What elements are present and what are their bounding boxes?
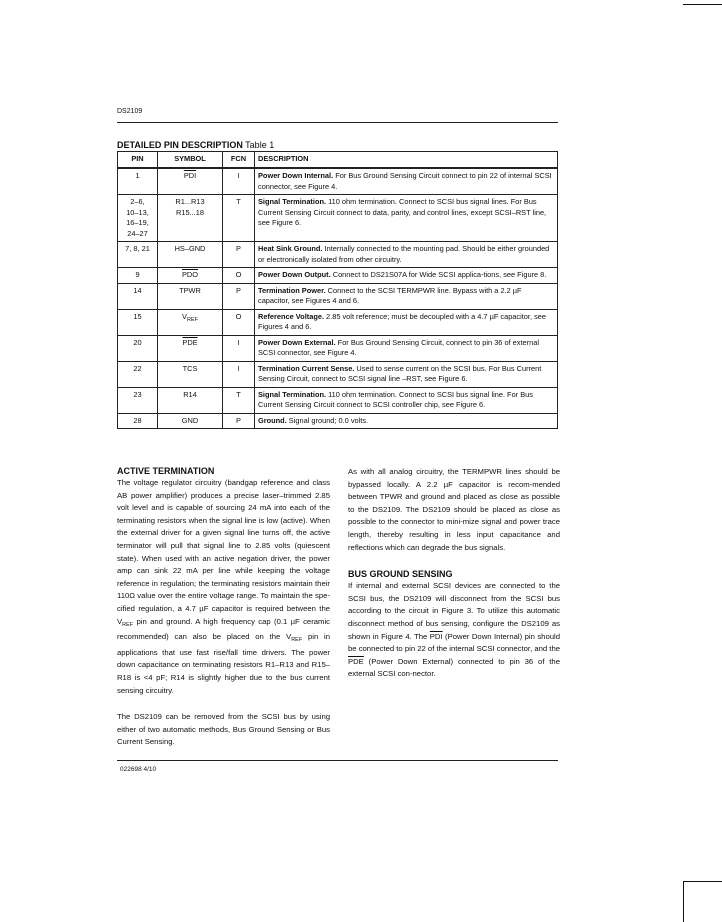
description-cell (255, 387, 558, 413)
col-header-fcn: FCN (223, 152, 255, 169)
bus-ground-sensing-paragraph (348, 580, 560, 681)
fcn-cell: O (223, 268, 255, 284)
description-bold: Power Down Internal. (258, 171, 334, 180)
pin-description-table (117, 151, 558, 429)
symbol-cell: GND (158, 413, 223, 429)
symbol-subscript: REF (186, 316, 198, 323)
description-bold: Reference Voltage. (258, 311, 324, 321)
fcn-cell: P (223, 413, 255, 429)
fcn-cell: I (223, 168, 255, 195)
section-heading-bus-ground-sensing: BUS GROUND SENSING (348, 569, 453, 580)
pin-cell: 20 (118, 335, 158, 361)
pdi-overline: $\overline{PDI}$ (429, 631, 443, 641)
table-row (118, 168, 558, 195)
description-cell (255, 283, 558, 309)
fcn-cell: I (223, 335, 255, 361)
table-title-bold: DETAILED PIN DESCRIPTION (117, 140, 243, 150)
table-row (118, 195, 558, 242)
symbol-cell: $\overline{PDI}$ (183, 171, 197, 180)
symbol-main: V (182, 311, 187, 321)
text-run: pin in applications that use fast rise/fall time drivers. The power down capacitance on terminating resistors R1–R13 and R15–R18 is <4 pF; R14 is slightly higher due to the bus current sensing circuitry. (117, 632, 330, 695)
pin-cell: 15 (118, 309, 158, 335)
page-header-part-number: DS2109 (117, 108, 143, 115)
table-row (118, 361, 558, 387)
symbol-cell: $\overline{PDO}$ (181, 270, 198, 279)
subscript: REF (291, 637, 303, 644)
fcn-cell: P (223, 242, 255, 268)
spacer (348, 554, 560, 569)
description-text: Used to sense current on the SCSI bus. For Bus Current Sensing Circuit, connect to SCSI signal line –RST, see Figure 6. (258, 363, 542, 383)
description-cell (255, 242, 558, 268)
left-column (117, 466, 330, 749)
description-cell (255, 168, 558, 195)
description-text: For Bus Ground Sensing Circuit, connect to pin 36 of external SCSI connector, see Figure 4. (258, 337, 539, 357)
col-header-symbol: SYMBOL (158, 152, 223, 169)
description-text: Internally connected to the mounting pad. Should be either grounded or electronically isolated from other circuitry. (258, 244, 550, 264)
fcn-cell: T (223, 387, 255, 413)
fcn-cell: T (223, 195, 255, 242)
description-bold: Signal Termination. (258, 197, 327, 206)
description-cell (255, 361, 558, 387)
col-header-pin: PIN (118, 152, 158, 169)
description-cell (255, 268, 558, 284)
table-row (118, 335, 558, 361)
table-row (118, 283, 558, 309)
description-bold: Signal Termination. (258, 389, 327, 399)
fcn-cell: P (223, 283, 255, 309)
text-run: (Power Down External) connected to pin 36 of the external SCSI con-nector. (348, 656, 560, 679)
description-text: Connect to DS21S07A for Wide SCSI applica-tions, see Figure 8. (330, 270, 547, 279)
description-cell (255, 335, 558, 361)
description-cell (255, 195, 558, 242)
pin-cell: 14 (118, 283, 158, 309)
description-text: 2.85 volt reference; must be decoupled with a 4.7 µF capacitor, see Figures 4 and 6. (258, 311, 546, 331)
description-text: For Bus Ground Sensing Circuit connect to pin 22 of internal SCSI connector, see Figure 4. (258, 171, 552, 191)
symbol-cell: TPWR (158, 283, 223, 309)
pde-overline: $\overline{PDE}$ (348, 656, 364, 666)
description-bold: Termination Power. (258, 285, 326, 295)
description-text: Signal ground; 0.0 volts. (286, 415, 369, 425)
col-header-description: DESCRIPTION (255, 152, 558, 169)
spacer (117, 697, 330, 711)
pin-cell: 9 (118, 268, 158, 284)
table-title (117, 140, 274, 150)
page-footer-doc-number: 022698 4/10 (120, 766, 157, 773)
pin-cell: 23 (118, 387, 158, 413)
active-termination-paragraph-1 (117, 477, 330, 697)
description-cell (255, 309, 558, 335)
pin-cell: 7, 8, 21 (118, 242, 158, 268)
description-text: 110 ohm termination. Connect to SCSI bus signal line. For Bus Current Sensing Circuit connect to SCSI controller chip, see Figure 6. (258, 389, 533, 409)
symbol-cell (158, 309, 223, 335)
header-rule (117, 122, 558, 123)
fcn-cell: O (223, 309, 255, 335)
subscript: REF (122, 621, 134, 628)
text-run: (Power Down Internal) pin should be connected to pin 22 of the internal SCSI connector, and the (348, 631, 560, 654)
text-run: pin and ground. A high frequency cap (0.1 µF ceramic recommended) can also be placed on the V (117, 616, 330, 642)
pin-cell: 2–6, 10–13, 16–19, 24–27 (118, 195, 158, 242)
right-column (348, 466, 560, 681)
fcn-cell: I (223, 361, 255, 387)
table-header-row (118, 152, 558, 169)
symbol-cell: $\overline{PDE}$ (182, 337, 198, 347)
symbol-cell: HS–GND (158, 242, 223, 268)
description-cell (255, 413, 558, 429)
section-heading-active-termination: ACTIVE TERMINATION (117, 466, 215, 476)
symbol-cell: R1...R13 R15...18 (158, 195, 223, 242)
symbol-cell: TCS (158, 361, 223, 387)
table-row (118, 309, 558, 335)
table-row (118, 268, 558, 284)
description-bold: Power Down Output. (258, 270, 331, 279)
text-run: If internal and external SCSI devices are connected to the SCSI bus, the DS2109 will disconnect from the SCSI bus according to the circuit in Figure 3. To utilize this automatic disconnect method of bus sensing, configure the DS2109 as shown in Figure 4. The (348, 581, 560, 641)
symbol-cell: R14 (158, 387, 223, 413)
text-run: The voltage regulator circuitry (bandgap reference and class AB power amplifier) produces a precise laser–trimmed 2.85 volt level and is capable of sourcing 24 mA into each of the terminating resistors when the signal line is low (active). When the external driver for a given signal line turns off, the active terminator will pull that signal line to 2.85 volts (quiescent state). When used with an active negation driver, the power amp can sink 22 mA per line while keeping the voltage reference in regulation; the terminating resistors maintain their 110Ω value over the entire voltage range. To maintain the spe-cified regulation, a 4.7 µF capacitor is required between the V (117, 478, 330, 626)
table-row (118, 413, 558, 429)
crop-mark-top-right (683, 0, 722, 5)
pin-cell: 28 (118, 413, 158, 429)
table-row (118, 387, 558, 413)
active-termination-paragraph-2: The DS2109 can be removed from the SCSI bus by using either of two automatic methods, Bus Ground Sensing or Bus Current Sensing. (117, 712, 330, 747)
description-bold: Power Down External. (258, 337, 336, 347)
table-title-rest: Table 1 (242, 140, 275, 150)
footer-rule (117, 760, 558, 761)
description-bold: Ground. (258, 415, 287, 425)
pin-cell: 1 (118, 168, 158, 195)
description-bold: Termination Current Sense. (258, 363, 355, 373)
table-row (118, 242, 558, 268)
description-text: Connect to the SCSI TERMPWR line. Bypass with a 2.2 µF capacitor, see Figures 4 and 6. (258, 285, 522, 305)
crop-mark-bottom-right (683, 881, 722, 922)
description-text: 110 ohm termination. Connect to SCSI bus signal lines. For Bus Current Sensing Circuit connect to data, parity, and control lines, except SCSI–RST line, see Figure 6. (258, 197, 547, 227)
bypass-paragraph: As with all analog circuitry, the TERMPWR lines should be bypassed locally. A 2.2 µF capacitor is recom-mended between TPWR and ground and placed as close as possible to the DS2109. The DS2109 should be placed as close as possible to the connector to mini-mize signal and power trace length, thereby resulting in less input capacitance and reflections which can degrade the bus signals. (348, 467, 560, 552)
description-bold: Heat Sink Ground. (258, 244, 323, 253)
pin-cell: 22 (118, 361, 158, 387)
